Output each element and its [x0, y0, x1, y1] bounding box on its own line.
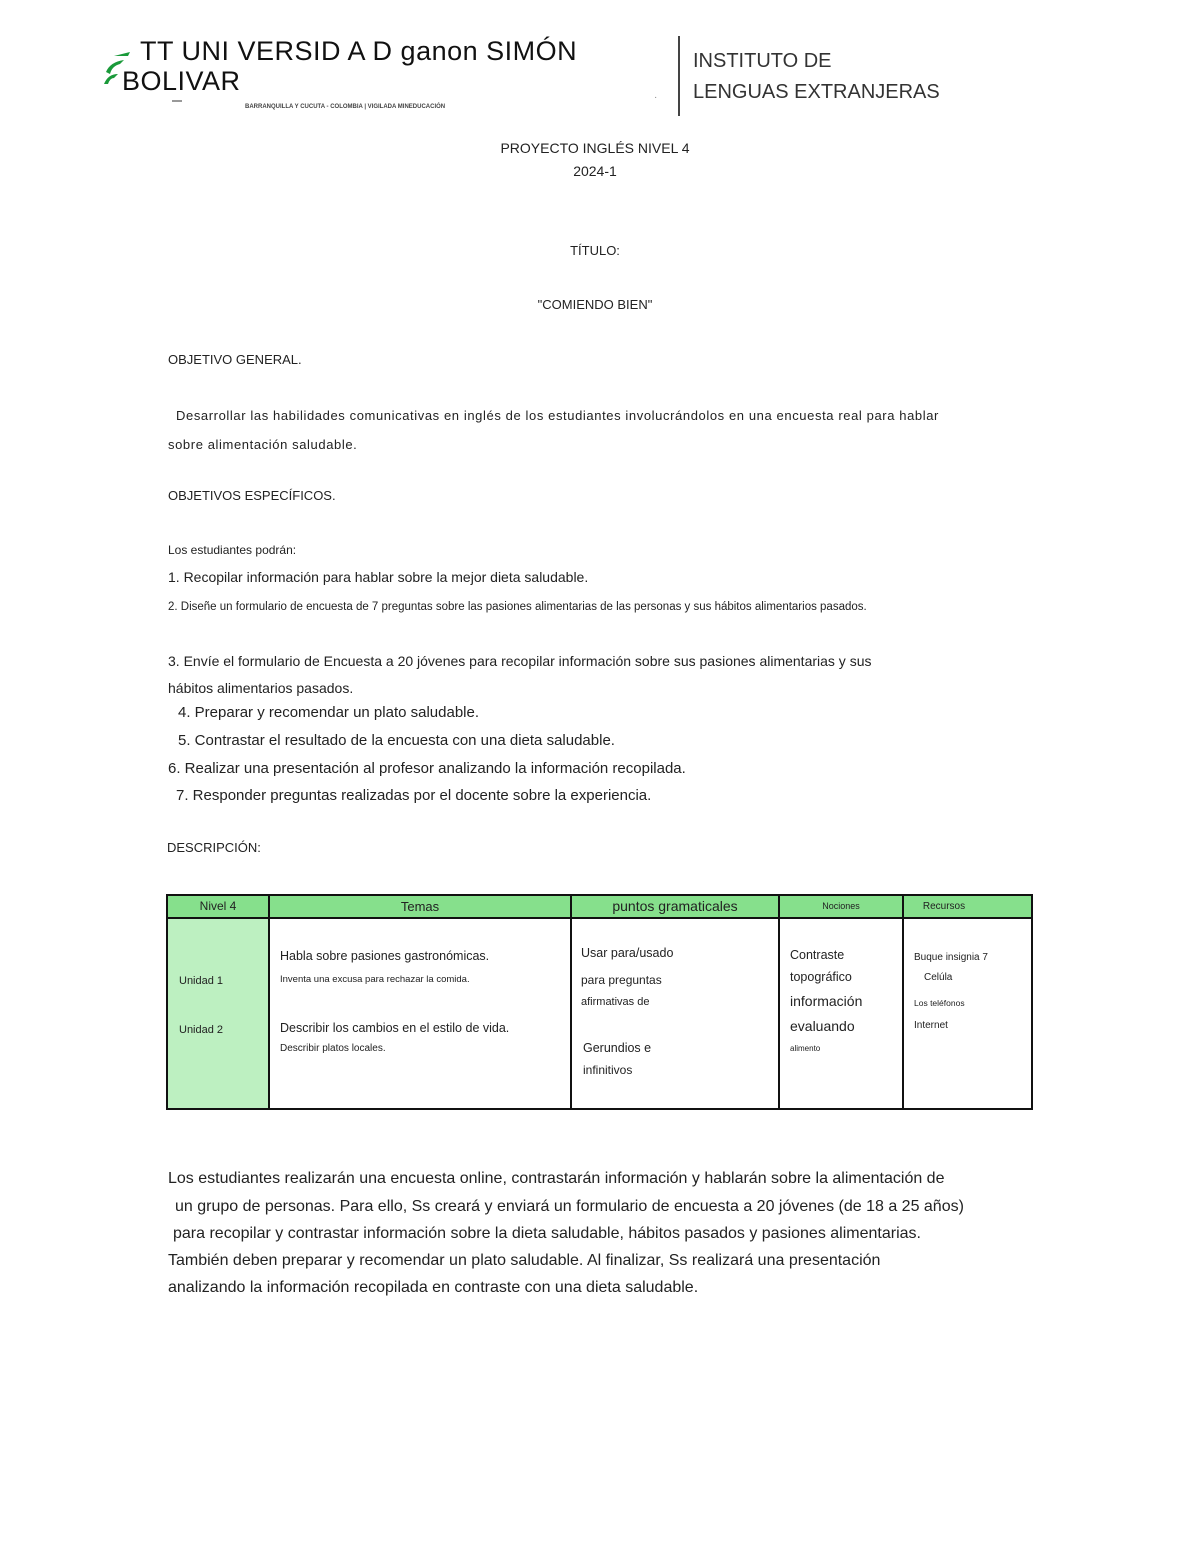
objective-item-3-continued: hábitos alimentarios pasados. — [168, 680, 354, 696]
header-temas: Temas — [400, 899, 440, 914]
objective-item-2: 2. Diseñe un formulario de encuesta de 7 preguntas sobre las pasiones alimentarias de las personas y sus hábitos alimentarios pasados. — [168, 601, 867, 613]
objective-item-1: 1. Recopilar información para hablar sobre la mejor dieta saludable. — [168, 569, 589, 585]
table-divider — [570, 896, 572, 1108]
grammar-1: Usar para/usado — [581, 946, 674, 960]
title-label: TÍTULO: — [570, 243, 620, 258]
institute-name-line2: LENGUAS EXTRANJERAS — [693, 81, 940, 103]
grammar-5: infinitivos — [583, 1063, 633, 1077]
table-divider — [268, 896, 270, 1108]
general-objective-label: OBJETIVO GENERAL. — [168, 352, 302, 367]
summary-line-1: Los estudiantes realizarán una encuesta online, contrastarán información y hablarán sobre la alimentación de — [168, 1170, 945, 1187]
header-recursos: Recursos — [922, 901, 966, 912]
table-divider — [902, 896, 904, 1108]
objective-item-6: 6. Realizar una presentación al profesor analizando la información recopilada. — [168, 760, 686, 777]
resource-4: Internet — [914, 1020, 948, 1031]
unit-label-2: Unidad 2 — [179, 1024, 224, 1036]
university-tagline: BARRANQUILLA Y CUCUTA - COLOMBIA | VIGILADA MINEDUCACIÓN — [245, 104, 446, 110]
general-objective-text-line2: sobre alimentación saludable. — [168, 437, 358, 452]
project-title: "COMIENDO BIEN" — [537, 297, 653, 312]
resource-1: Buque insignia 7 — [914, 952, 988, 963]
resource-2: Celúla — [924, 972, 953, 983]
summary-line-2: un grupo de personas. Para ello, Ss creará y enviará un formulario de encuesta a 20 jóvenes (de 18 a 25 años) — [175, 1198, 964, 1215]
objective-item-4: 4. Preparar y recomendar un plato saludable. — [178, 704, 480, 721]
university-name-line2: BOLIVAR — [122, 66, 241, 96]
objective-item-3: 3. Envíe el formulario de Encuesta a 20 jóvenes para recopilar información sobre sus pasiones alimentarias y sus — [168, 653, 872, 669]
notion-3: información — [790, 993, 863, 1009]
institute-name-line1: INSTITUTO DE — [693, 50, 832, 72]
grammar-2: para preguntas — [581, 973, 662, 987]
tema-1: Habla sobre pasiones gastronómicas. — [280, 949, 490, 963]
description-label: DESCRIPCIÓN: — [167, 840, 261, 855]
summary-line-3: para recopilar y contrastar información sobre la dieta saludable, hábitos pasados y pasiones alimentarias. — [173, 1225, 921, 1242]
tema-2: Inventa una excusa para rechazar la comida. — [280, 974, 470, 985]
unit-label-1: Unidad 1 — [179, 975, 224, 987]
notion-5: alimento — [790, 1044, 821, 1053]
header-gramatica: puntos gramaticales — [612, 898, 738, 914]
tema-3: Describir los cambios en el estilo de vida. — [280, 1021, 510, 1035]
curriculum-table — [166, 894, 1033, 1110]
notion-4: evaluando — [790, 1018, 855, 1034]
table-level-column — [168, 919, 268, 1108]
header-dot: · — [654, 92, 658, 103]
grammar-4: Gerundios e — [583, 1041, 652, 1055]
table-divider — [778, 896, 780, 1108]
general-objective-text-line1: Desarrollar las habilidades comunicativas en inglés de los estudiantes involucrándolos en una encuesta real para hablar — [176, 408, 939, 423]
tema-4: Describir platos locales. — [280, 1043, 386, 1054]
project-year: 2024-1 — [573, 163, 617, 179]
resource-3: Los teléfonos — [914, 998, 965, 1008]
project-heading: PROYECTO INGLÉS NIVEL 4 — [500, 140, 690, 156]
summary-line-4: También deben preparar y recomendar un plato saludable. Al finalizar, Ss realizará una presentación — [168, 1252, 881, 1269]
notion-1: Contraste — [790, 948, 845, 962]
header-nivel: Nivel 4 — [199, 899, 237, 913]
summary-line-5: analizando la información recopilada en contraste con una dieta saludable. — [168, 1279, 699, 1296]
grammar-3: afirmativas de — [581, 996, 650, 1008]
logo-underline — [172, 100, 182, 102]
notion-2: topográfico — [790, 970, 852, 984]
objective-item-5: 5. Contrastar el resultado de la encuesta con una dieta saludable. — [178, 732, 615, 749]
specific-objectives-label: OBJETIVOS ESPECÍFICOS. — [168, 488, 336, 503]
header-divider — [678, 36, 680, 116]
objective-item-7: 7. Responder preguntas realizadas por el docente sobre la experiencia. — [176, 787, 652, 804]
header-nociones: Nociones — [822, 901, 860, 911]
university-name-line1: TT UNI VERSID A D ganon SIMÓN — [140, 36, 578, 66]
students-intro: Los estudiantes podrán: — [168, 543, 297, 557]
